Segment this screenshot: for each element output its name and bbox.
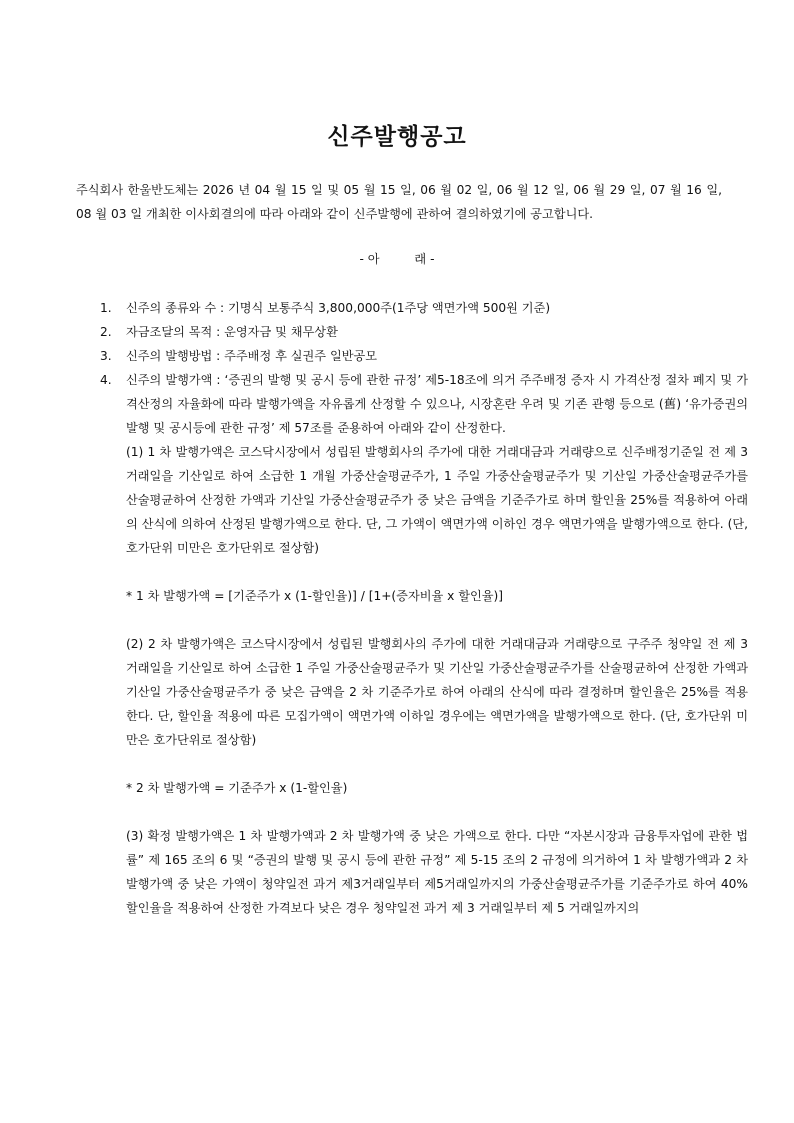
spacer: [126, 560, 748, 584]
list-item-text: 신주의 발행가액 : ‘증권의 발행 및 공시 등에 관한 규정’ 제5-18조에 의거 주주배정 증자 시 가격산정 절차 폐지 및 가격산정의 자율화에 따라 발행가액을 자유롭게 산정할 수 있으나, 시장혼란 우려 및 기존 관행 등으로 (舊) ‘유가증권의 발행 및 공시등에 관한 규정’ 제 57조를 준용하여 아래와 같이 산정한다.: [126, 373, 748, 435]
list-item-text: 신주의 종류와 수 : 기명식 보통주식 3,800,000주(1주당 액면가액 500원 기준): [126, 301, 551, 315]
list-item-number: 3.: [100, 349, 112, 363]
list-item-text: 신주의 발행방법 : 주주배정 후 실권주 일반공모: [126, 349, 378, 363]
formula-2: * 2 차 발행가액 = 기준주가 x (1-할인율): [126, 781, 348, 795]
list-item-number: 4.: [100, 373, 112, 387]
numbered-list: [100, 296, 748, 920]
sub-paragraph-2: (2) 2 차 발행가액은 코스닥시장에서 성립된 발행회사의 주가에 대한 거래대금과 거래량으로 구주주 청약일 전 제 3 거래일을 기산일로 하여 소급한 1 주일 가중산술평균주가 및 기산일 가중산술평균주가를 산술평균하여 산정한 가액과 기산일 가중산술평균주가 중 낮은 금액을 2 차 기준주가로 하여 아래의 산식에 따라 결정하며 할인율은 25%를 적용한다. 단, 할인율 적용에 따른 모집가액이 액면가액 이하일 경우에는 액면가액을 발행가액으로 한다. (단, 호가단위 미만은 호가단위로 절상함): [126, 637, 748, 747]
intro-paragraph: 주식회사 한울반도체는 2026 년 04 월 15 일 및 05 월 15 일, 06 월 02 일, 06 월 12 일, 06 월 29 일, 07 월 16 일, 08 월 03 일 개최한 이사회결의에 따라 아래와 같이 신주발행에 관하여 결의하였기에 공고합니다.: [76, 183, 722, 221]
list-item: [100, 296, 748, 320]
sub-paragraph-1: (1) 1 차 발행가액은 코스닥시장에서 성립된 발행회사의 주가에 대한 거래대금과 거래량으로 신주배정기준일 전 제 3 거래일을 기산일로 하여 소급한 1 개월 가중산술평균주가, 1 주일 가중산술평균주가 및 기산일 가중산술평균주가를 산술평균하여 산정한 가액과 기산일 가중산술평균주가 중 낮은 금액을 기준주가로 하며 할인율 25%를 적용하여 아래의 산식에 의하여 산정된 발행가액으로 한다. 단, 그 가액이 액면가액 이하인 경우 액면가액을 발행가액으로 한다. (단, 호가단위 미만은 호가단위로 절상함): [126, 445, 748, 555]
spacer: [126, 752, 748, 776]
list-item-number: 1.: [100, 301, 112, 315]
sub-paragraph-3: (3) 확정 발행가액은 1 차 발행가액과 2 차 발행가액 중 낮은 가액으로 한다. 다만 “자본시장과 금융투자업에 관한 법률” 제 165 조의 6 및 “증권의 발행 및 공시 등에 관한 규정” 제 5-15 조의 2 규정에 의거하여 1 차 발행가액과 2 차 발행가액 중 낮은 가액이 청약일전 과거 제3거래일부터 제5거래일까지의 가중산술평균주가를 기준주가로 하여 40% 할인율을 적용하여 산정한 가격보다 낮은 경우 청약일전 과거 제 3 거래일부터 제 5 거래일까지의: [126, 829, 748, 915]
section-divider-heading: - 아 래 -: [359, 252, 435, 266]
list-item-text: 자금조달의 목적 : 운영자금 및 채무상환: [126, 325, 338, 339]
list-item: [100, 320, 748, 344]
list-item: [100, 368, 748, 920]
formula-1: * 1 차 발행가액 = [기준주가 x (1-할인율)] / [1+(증자비율 x 할인율)]: [126, 589, 504, 603]
spacer: [126, 608, 748, 632]
page-title: 신주발행공고: [327, 124, 467, 150]
list-item: [100, 344, 748, 368]
spacer: [126, 800, 748, 824]
list-item-number: 2.: [100, 325, 112, 339]
